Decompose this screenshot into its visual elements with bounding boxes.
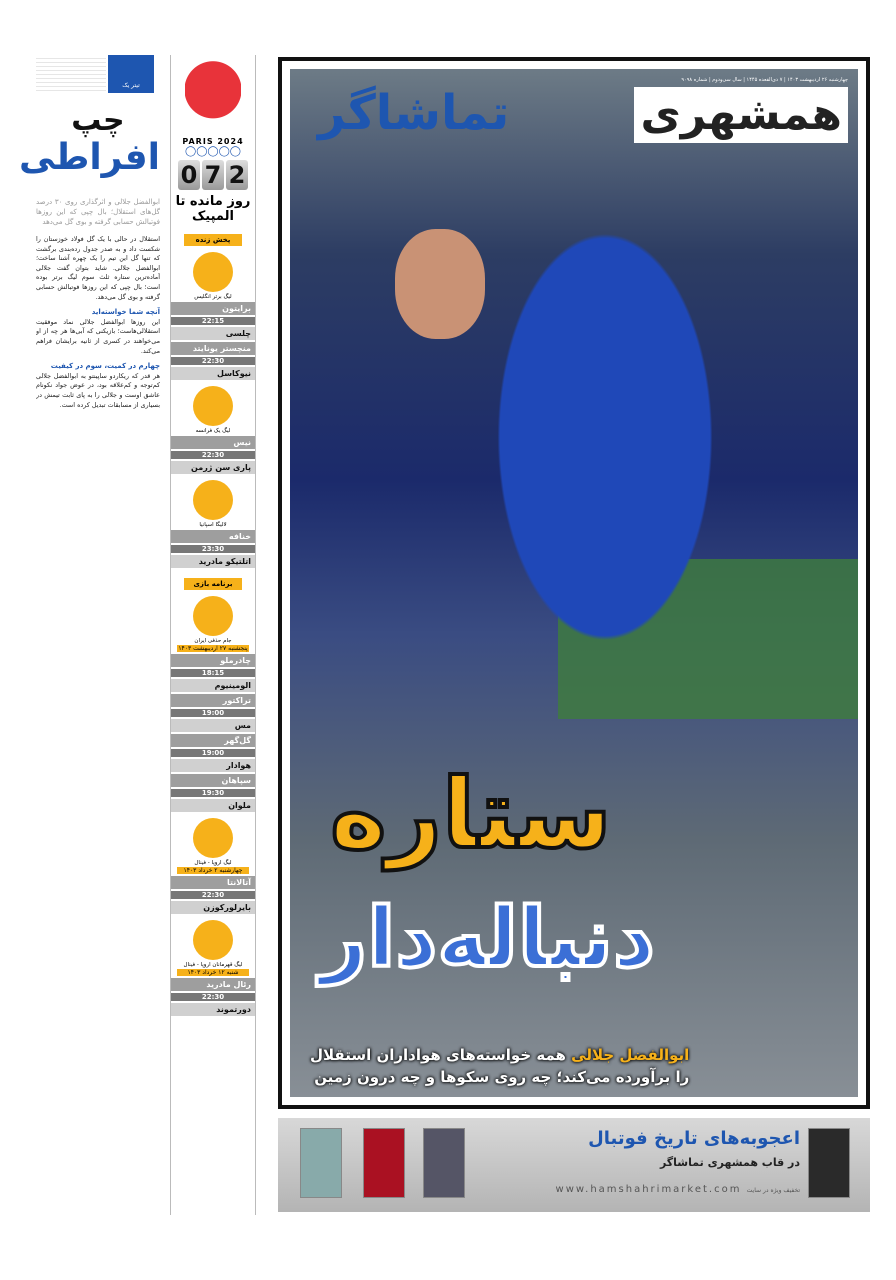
- article-title-line-1: چپ: [71, 103, 125, 138]
- team-away: [171, 461, 255, 474]
- match-time: 22:30: [171, 993, 255, 1001]
- countdown-label: روز مانده تا المپیک: [175, 194, 251, 224]
- match-date: شنبه ۱۲ خرداد ۱۴۰۳: [177, 969, 249, 976]
- league-name: لالیگا اسپانیا: [199, 522, 227, 528]
- article-body: [36, 235, 160, 1265]
- headline-line-2: دنباله‌دار: [320, 891, 656, 986]
- team-away: [171, 759, 255, 772]
- masthead-logo: همشهری: [634, 87, 848, 143]
- team-away: [171, 555, 255, 568]
- ad-url[interactable]: [556, 1184, 800, 1195]
- live-badge: پخش زنده: [184, 234, 242, 246]
- cover-photo-frame: [278, 57, 870, 1109]
- team-away: [171, 679, 255, 692]
- team-home: [171, 734, 255, 747]
- live-list: [171, 252, 255, 568]
- league-logo-icon: [193, 596, 233, 636]
- match-time: 22:15: [171, 317, 255, 325]
- team-home: [171, 774, 255, 787]
- book-cover: [363, 1128, 405, 1198]
- team-away: [171, 799, 255, 812]
- team-home: [171, 436, 255, 449]
- team-home: [171, 654, 255, 667]
- olympic-rings-icon: ◯◯◯◯◯: [185, 146, 241, 157]
- match-date: پنجشنبه ۲۷ اردیبهشت ۱۴۰۳: [178, 645, 248, 652]
- countdown-digit: 2: [226, 160, 248, 190]
- team-name: تراکتور: [222, 696, 251, 705]
- league-name: لیگ برتر انگلیس: [194, 294, 232, 300]
- article-lead: ابوالفضل جلالی و اثرگذاری روی ۳۰ درصد گل‌های استقلال؛ بال چپی که این روزها فوتبالش حسابی گرفته و بوی گل می‌دهد: [36, 198, 160, 226]
- sports-sidebar: [170, 55, 256, 1215]
- ad-subtitle: در قاب همشهری تماشاگر: [659, 1156, 800, 1169]
- paragraph: هر قدر که ریکاردو ساپینتو به ابوالفضل جلالی کم‌توجه و کم‌علاقه بود، در عوض جواد نکونام عاشق اوست و جلالی را به پای ثابت تیمش در بسیاری از مسابقات تبدیل کرده است.: [36, 371, 160, 409]
- league-name: لیگ قهرمانان اروپا - فینال: [183, 962, 243, 968]
- match-time: 19:00: [171, 709, 255, 717]
- book-cover: [423, 1128, 465, 1198]
- team-name: رئال مادرید: [206, 980, 251, 989]
- countdown: [171, 160, 255, 190]
- team-home: [171, 302, 255, 315]
- team-name: سپاهان: [221, 776, 251, 785]
- deck-line-2: را برآورده می‌کند؛ چه روی سکوها و چه درون زمین: [314, 1068, 690, 1086]
- match-time: 22:30: [171, 451, 255, 459]
- book-advert[interactable]: [278, 1118, 870, 1212]
- team-name: اتلتیکو مادرید: [198, 557, 251, 566]
- ad-title: اعجوبه‌های تاریخ فوتبال: [588, 1128, 800, 1149]
- decorative-lines: [36, 55, 106, 93]
- section-tag: تیتر یک: [108, 55, 154, 93]
- team-name: گل‌گهر: [224, 736, 251, 745]
- deck-line-1: همه خواسته‌های هواداران استقلال: [310, 1046, 566, 1064]
- team-away: [171, 901, 255, 914]
- league-name: لیگ یک فرانسه: [195, 428, 231, 434]
- team-name: چادرملو: [220, 656, 251, 665]
- headline-deck: [310, 1044, 689, 1088]
- team-away: [171, 367, 255, 380]
- league-logo-icon: [193, 252, 233, 292]
- team-away: [171, 719, 255, 732]
- team-away: [171, 327, 255, 340]
- paragraph: استقلال در حالی با یک گل فولاد خوزستان را شکست داد و به صدر جدول رده‌بندی برگشت که تنها گل این تیم را یک چهره آشنا ساخت؛ ابوالفضل جلالی. شاید بتوان گفت جلالی آماده‌ترین ستاره ثلث سوم لیگ برتر بوده است؛ بال چپی که این روزها فوتبالش حسابی گرفته و بوی گل می‌دهد.: [36, 235, 160, 301]
- team-name: مس: [234, 721, 251, 730]
- ad-url-text: www.hamshahrimarket.com: [555, 1184, 742, 1195]
- countdown-digit: 0: [178, 160, 200, 190]
- match-time: 22:30: [171, 357, 255, 365]
- olympics-label: PARIS 2024: [182, 137, 244, 146]
- match-time: 22:30: [171, 891, 255, 899]
- team-name: آتالانتا: [227, 878, 251, 887]
- team-name: برایتون: [222, 304, 251, 313]
- ad-promo: تخفیف ویژه در سایت: [746, 1187, 800, 1194]
- team-home: [171, 694, 255, 707]
- match-time: 19:30: [171, 789, 255, 797]
- team-name: پاری سن ژرمن: [191, 463, 251, 472]
- subheading: چهارم در کمیت، سوم در کیفیت: [50, 362, 160, 371]
- team-name: خنافه: [228, 532, 251, 541]
- team-home: [171, 530, 255, 543]
- team-name: بایرلورکوزن: [203, 903, 251, 912]
- league-logo-icon: [193, 920, 233, 960]
- article-title-line-2: افراطی: [19, 137, 160, 178]
- player-figure: [440, 229, 740, 749]
- league-logo-icon: [193, 386, 233, 426]
- team-name: نیس: [233, 438, 251, 447]
- team-name: هوادار: [226, 761, 251, 770]
- subheading: آنچه شما خواسته‌اید: [91, 308, 160, 317]
- team-away: [171, 1003, 255, 1016]
- schedule-list: [171, 596, 255, 1016]
- player-head: [395, 229, 485, 339]
- league-logo-icon: [193, 480, 233, 520]
- team-name: ملوان: [228, 801, 251, 810]
- paragraph: این روزها ابوالفضل جلالی نماد موفقیت استقلالی‌هاست؛ بازیکنی که آبی‌ها هر چه از او می‌خواهند در کسری از ثانیه برایشان فراهم می‌کند.: [36, 317, 160, 355]
- league-name: لیگ اروپا - فینال: [194, 860, 232, 866]
- book-cover: [300, 1128, 342, 1198]
- deck-player-name: ابوالفضل جلالی: [571, 1046, 690, 1064]
- olympic-mascot-image: [185, 61, 241, 133]
- match-time: 23:30: [171, 545, 255, 553]
- schedule-badge: برنامه بازی: [184, 578, 242, 590]
- team-name: الومینیوم: [214, 681, 251, 690]
- dateline: چهارشنبه ۲۶ اردیبهشت ۱۴۰۳ | ۷ ذی‌القعده ۱۴۴۵ | سال سی‌ودوم | شماره ۹۰۹۸: [681, 77, 848, 83]
- cover-photo: [290, 69, 858, 1097]
- team-home: [171, 342, 255, 355]
- match-time: 19:00: [171, 749, 255, 757]
- match-date: چهارشنبه ۲ خرداد ۱۴۰۳: [177, 867, 249, 874]
- league-logo-icon: [193, 818, 233, 858]
- team-name: نیوکاسل: [217, 369, 251, 378]
- team-name: چلسی: [225, 329, 251, 338]
- team-name: دورتموند: [216, 1005, 251, 1014]
- team-name: منچستر یونایتد: [192, 344, 251, 353]
- book-cover: [808, 1128, 850, 1198]
- match-time: 18:15: [171, 669, 255, 677]
- countdown-digit: 7: [202, 160, 224, 190]
- team-home: [171, 978, 255, 991]
- league-name: جام حذفی ایران: [194, 638, 232, 644]
- team-home: [171, 876, 255, 889]
- headline-line-1: ستاره: [330, 758, 612, 870]
- masthead-logo-secondary: تماشاگر: [318, 85, 510, 141]
